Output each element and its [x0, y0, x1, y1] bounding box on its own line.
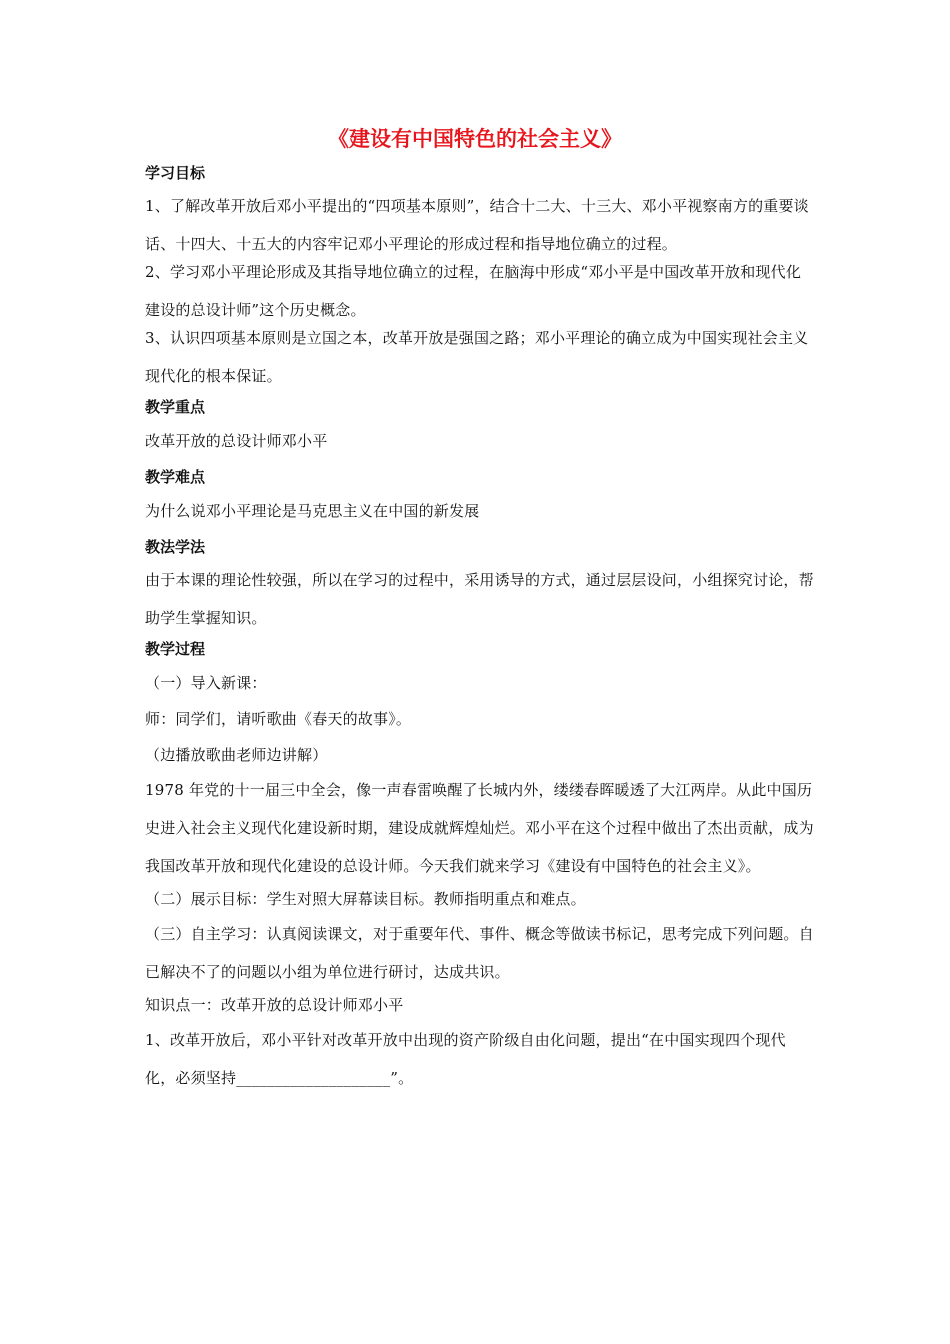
section-heading-process: 教学过程: [145, 640, 206, 658]
difficulty-text: 为什么说邓小平理论是马克思主义在中国的新发展: [145, 502, 480, 520]
goal-item-1: 1、了解改革开放后邓小平提出的“四项基本原则”，结合十二大、十三大、邓小平视察南方的重要谈话、十四大、十五大的内容牢记邓小平理论的形成过程和指导地位确立的过程。: [145, 197, 809, 253]
goal-item-3: 3、认识四项基本原则是立国之本，改革开放是强国之路；邓小平理论的确立成为中国实现社会主义现代化的根本保证。: [145, 329, 809, 385]
document-title: 《建设有中国特色的社会主义》: [328, 127, 622, 151]
method-text: 由于本课的理论性较强，所以在学习的过程中，采用诱导的方式，通过层层设问，小组探究讨论，帮助学生掌握知识。: [145, 571, 814, 627]
note-line: （边播放歌曲老师边讲解）: [145, 746, 328, 764]
knowledge-point-1: 知识点一：改革开放的总设计师邓小平: [145, 996, 404, 1014]
process-step-2: （二）展示目标：学生对照大屏幕读目标。教师指明重点和难点。: [145, 890, 586, 908]
teacher-line: 师：同学们，请听歌曲《春天的故事》。: [145, 710, 412, 728]
process-step-3: （三）自主学习：认真阅读课文，对于重要年代、事件、概念等做读书标记，思考完成下列问题。自已解决不了的问题以小组为单位进行研讨，达成共识。: [145, 925, 814, 981]
process-step-1: （一）导入新课：: [145, 674, 267, 692]
key-point-text: 改革开放的总设计师邓小平: [145, 432, 328, 450]
question-1: 1、改革开放后，邓小平针对改革开放中出现的资产阶级自由化问题，提出“在中国实现四个现代化，必须坚持____________________”。: [145, 1031, 786, 1087]
section-heading-key: 教学重点: [145, 398, 206, 416]
section-heading-goals: 学习目标: [145, 164, 206, 182]
intro-paragraph: 1978 年党的十一届三中全会，像一声春雷唤醒了长城内外，缕缕春晖暖透了大江两岸。从此中国历史进入社会主义现代化建设新时期，建设成就辉煌灿烂。邓小平在这个过程中做出了杰出贡献，成为我国改革开放和现代化建设的总设计师。今天我们就来学习《建设有中国特色的社会主义》。: [145, 781, 814, 875]
goal-item-2: 2、学习邓小平理论形成及其指导地位确立的过程，在脑海中形成“邓小平是中国改革开放和现代化建设的总设计师”这个历史概念。: [145, 263, 802, 319]
section-heading-method: 教法学法: [145, 538, 206, 556]
section-heading-difficulty: 教学难点: [145, 468, 206, 486]
document-body: [145, 163, 815, 1095]
